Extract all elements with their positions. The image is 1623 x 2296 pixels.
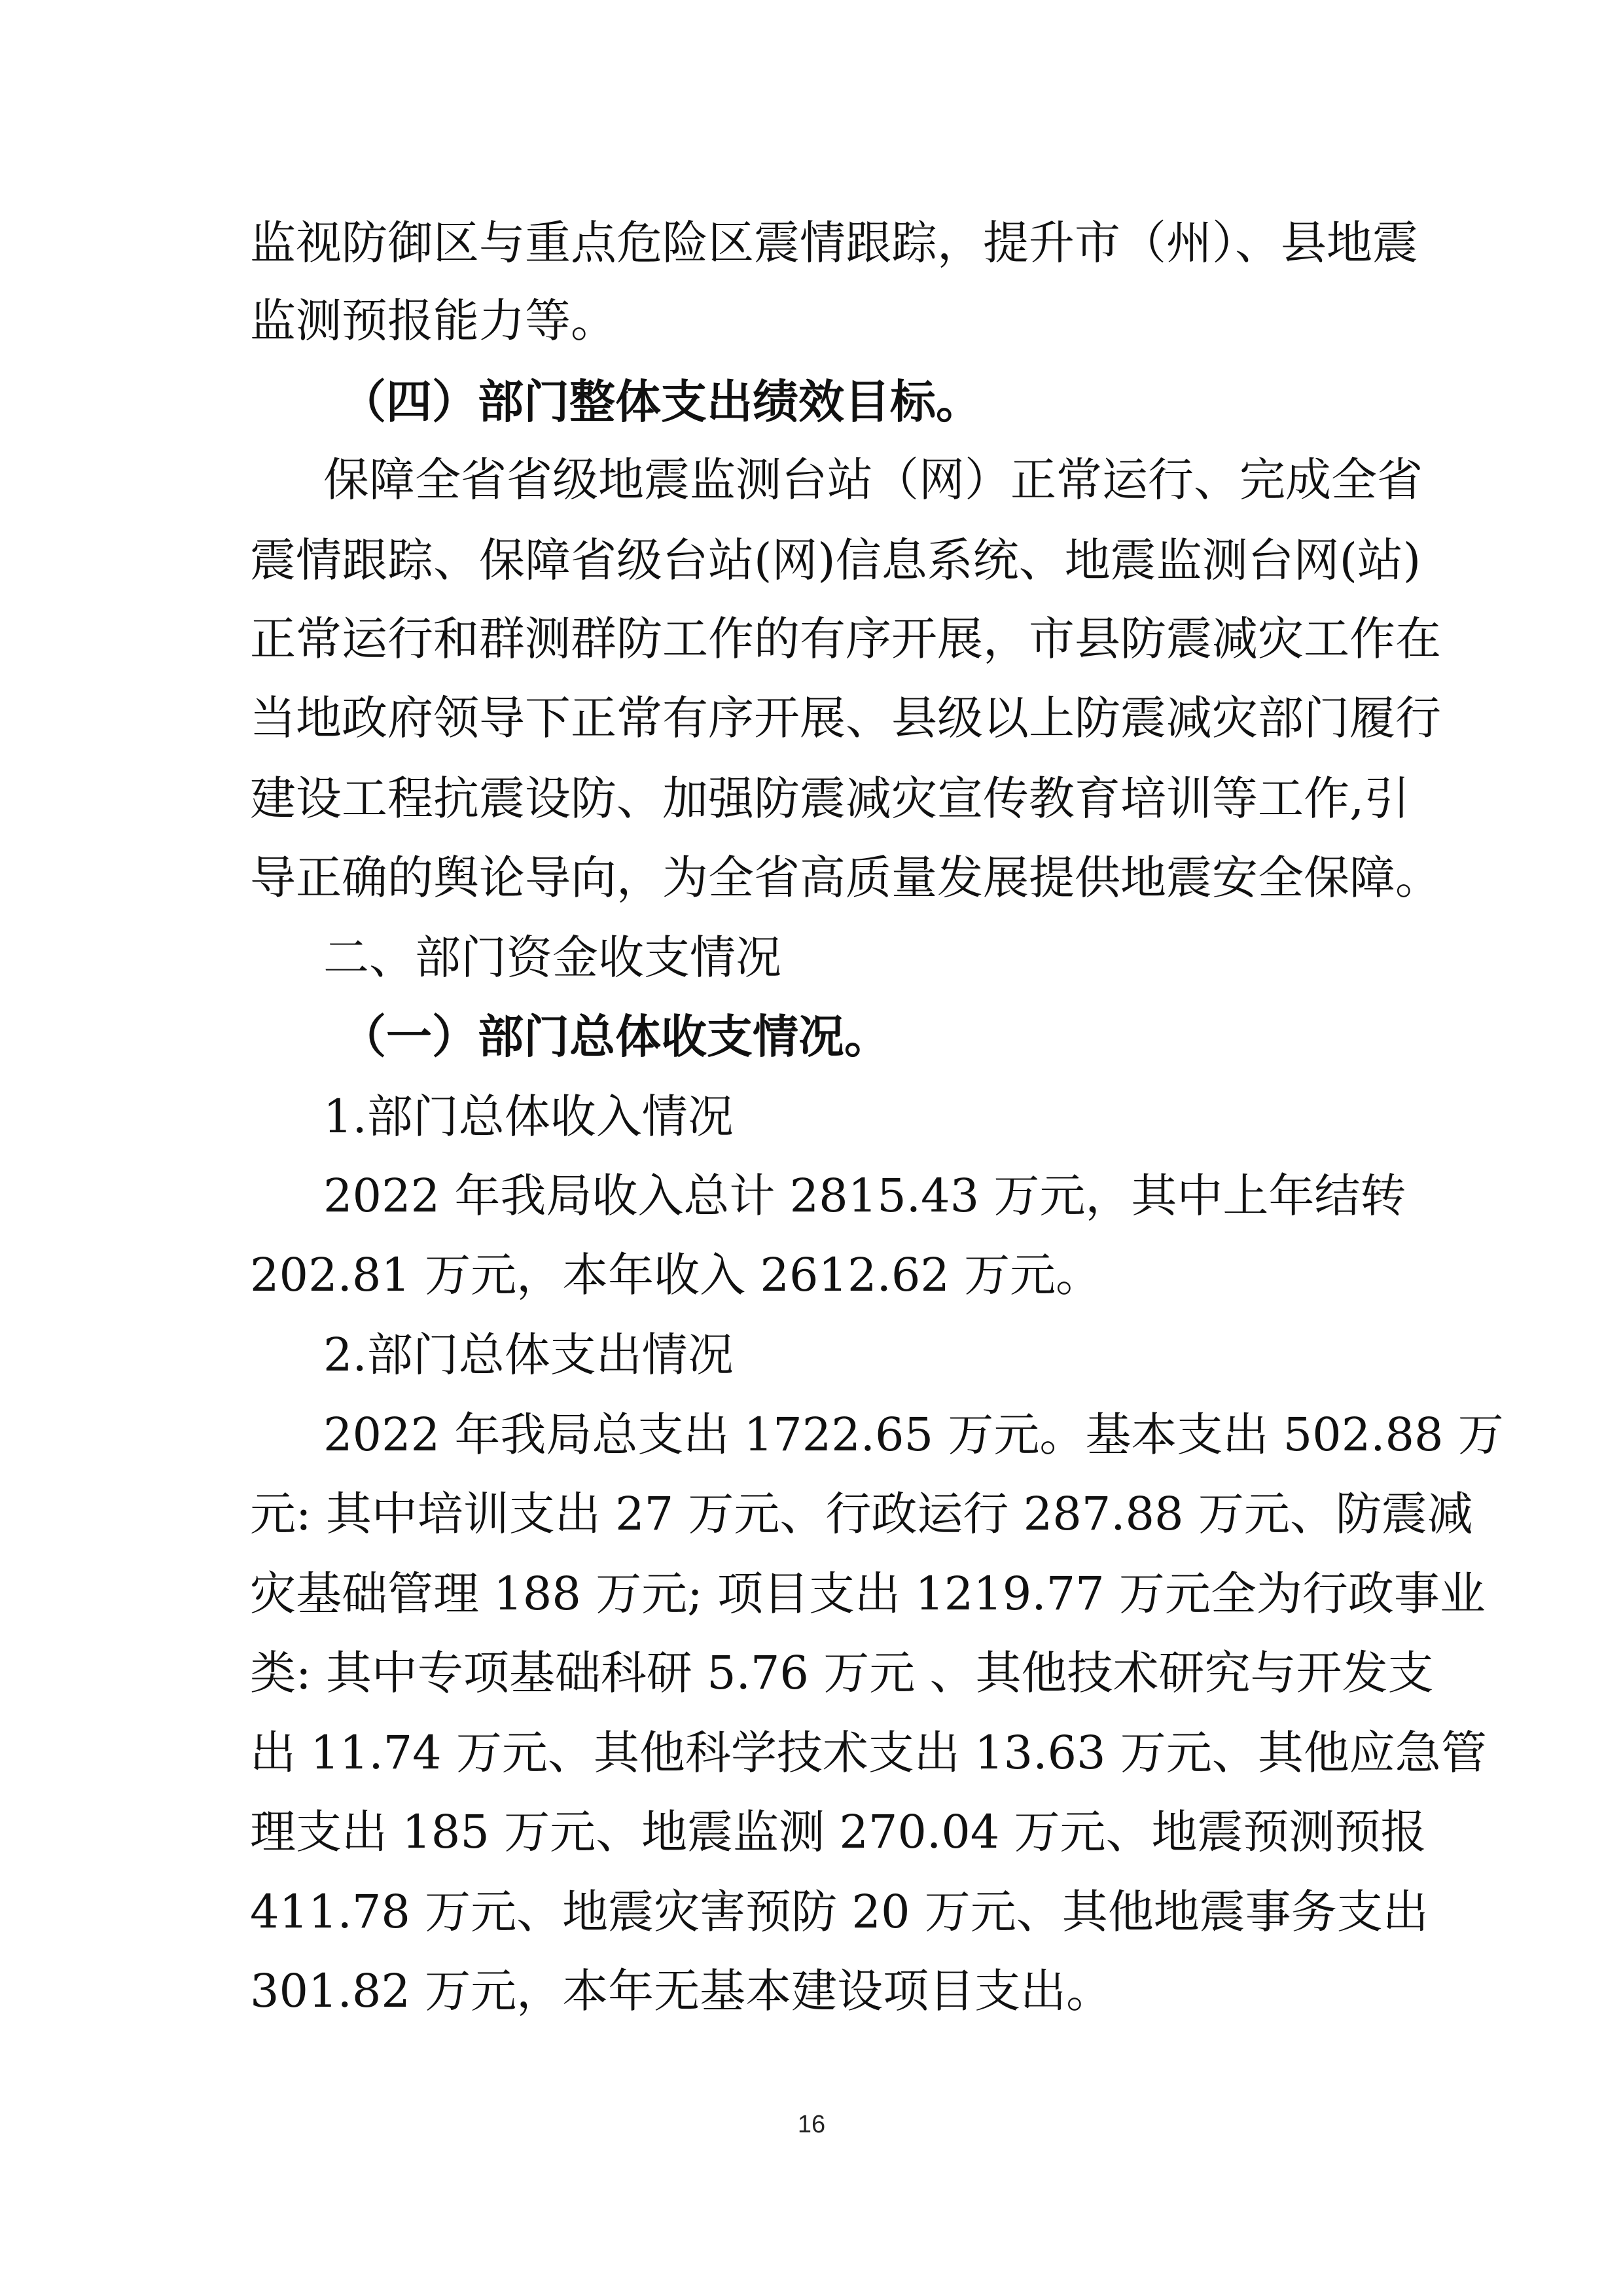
- section-heading: （一）部门总体收支情况。: [340, 1009, 890, 1064]
- text-line: 监测预报能力等。: [250, 294, 616, 348]
- text-line: 保障全省省级地震监测台站（网）正常运行、完成全省: [323, 453, 1423, 507]
- text-line: 2022 年我局收入总计 2815.43 万元，其中上年结转: [323, 1169, 1406, 1223]
- text-line: 元: 其中培训支出 27 万元、行政运行 287.88 万元、防震减: [250, 1487, 1473, 1541]
- text-line: 2022 年我局总支出 1722.65 万元。基本支出 502.88 万: [323, 1408, 1504, 1462]
- page-number: 16: [797, 2111, 826, 2138]
- chapter-heading: 二、部门资金收支情况: [323, 931, 781, 984]
- subsection-heading: 1.部门总体收入情况: [323, 1090, 734, 1143]
- text-line: 理支出 185 万元、地震监测 270.04 万元、地震预测预报: [250, 1805, 1427, 1859]
- text-line: 正常运行和群测群防工作的有序开展，市县防震减灾工作在: [250, 612, 1441, 666]
- text-line: 当地政府领导下正常有序开展、县级以上防震减灾部门履行: [250, 691, 1441, 745]
- text-line: 301.82 万元，本年无基本建设项目支出。: [250, 1964, 1113, 2018]
- subsection-heading: 2.部门总体支出情况: [323, 1328, 734, 1382]
- text-line: 监视防御区与重点危险区震情跟踪，提升市（州）、县地震: [250, 216, 1418, 270]
- text-line: 类: 其中专项基础科研 5.76 万元 、其他技术研究与开发支: [250, 1646, 1434, 1700]
- text-line: 建设工程抗震设防、加强防震减灾宣传教育培训等工作,引: [250, 772, 1410, 825]
- text-line: 202.81 万元，本年收入 2612.62 万元。: [250, 1248, 1102, 1302]
- text-line: 出 11.74 万元、其他科学技术支出 13.63 万元、其他应急管: [250, 1726, 1487, 1780]
- text-line: 灾基础管理 188 万元; 项目支出 1219.77 万元全为行政事业: [250, 1567, 1486, 1621]
- text-line: 震情跟踪、保障省级台站(网)信息系统、地震监测台网(站): [250, 533, 1421, 587]
- text-line: 411.78 万元、地震灾害预防 20 万元、其他地震事务支出: [250, 1885, 1429, 1939]
- section-heading: （四）部门整体支出绩效目标。: [340, 374, 982, 429]
- text-line: 导正确的舆论导向，为全省高质量发展提供地震安全保障。: [250, 851, 1441, 905]
